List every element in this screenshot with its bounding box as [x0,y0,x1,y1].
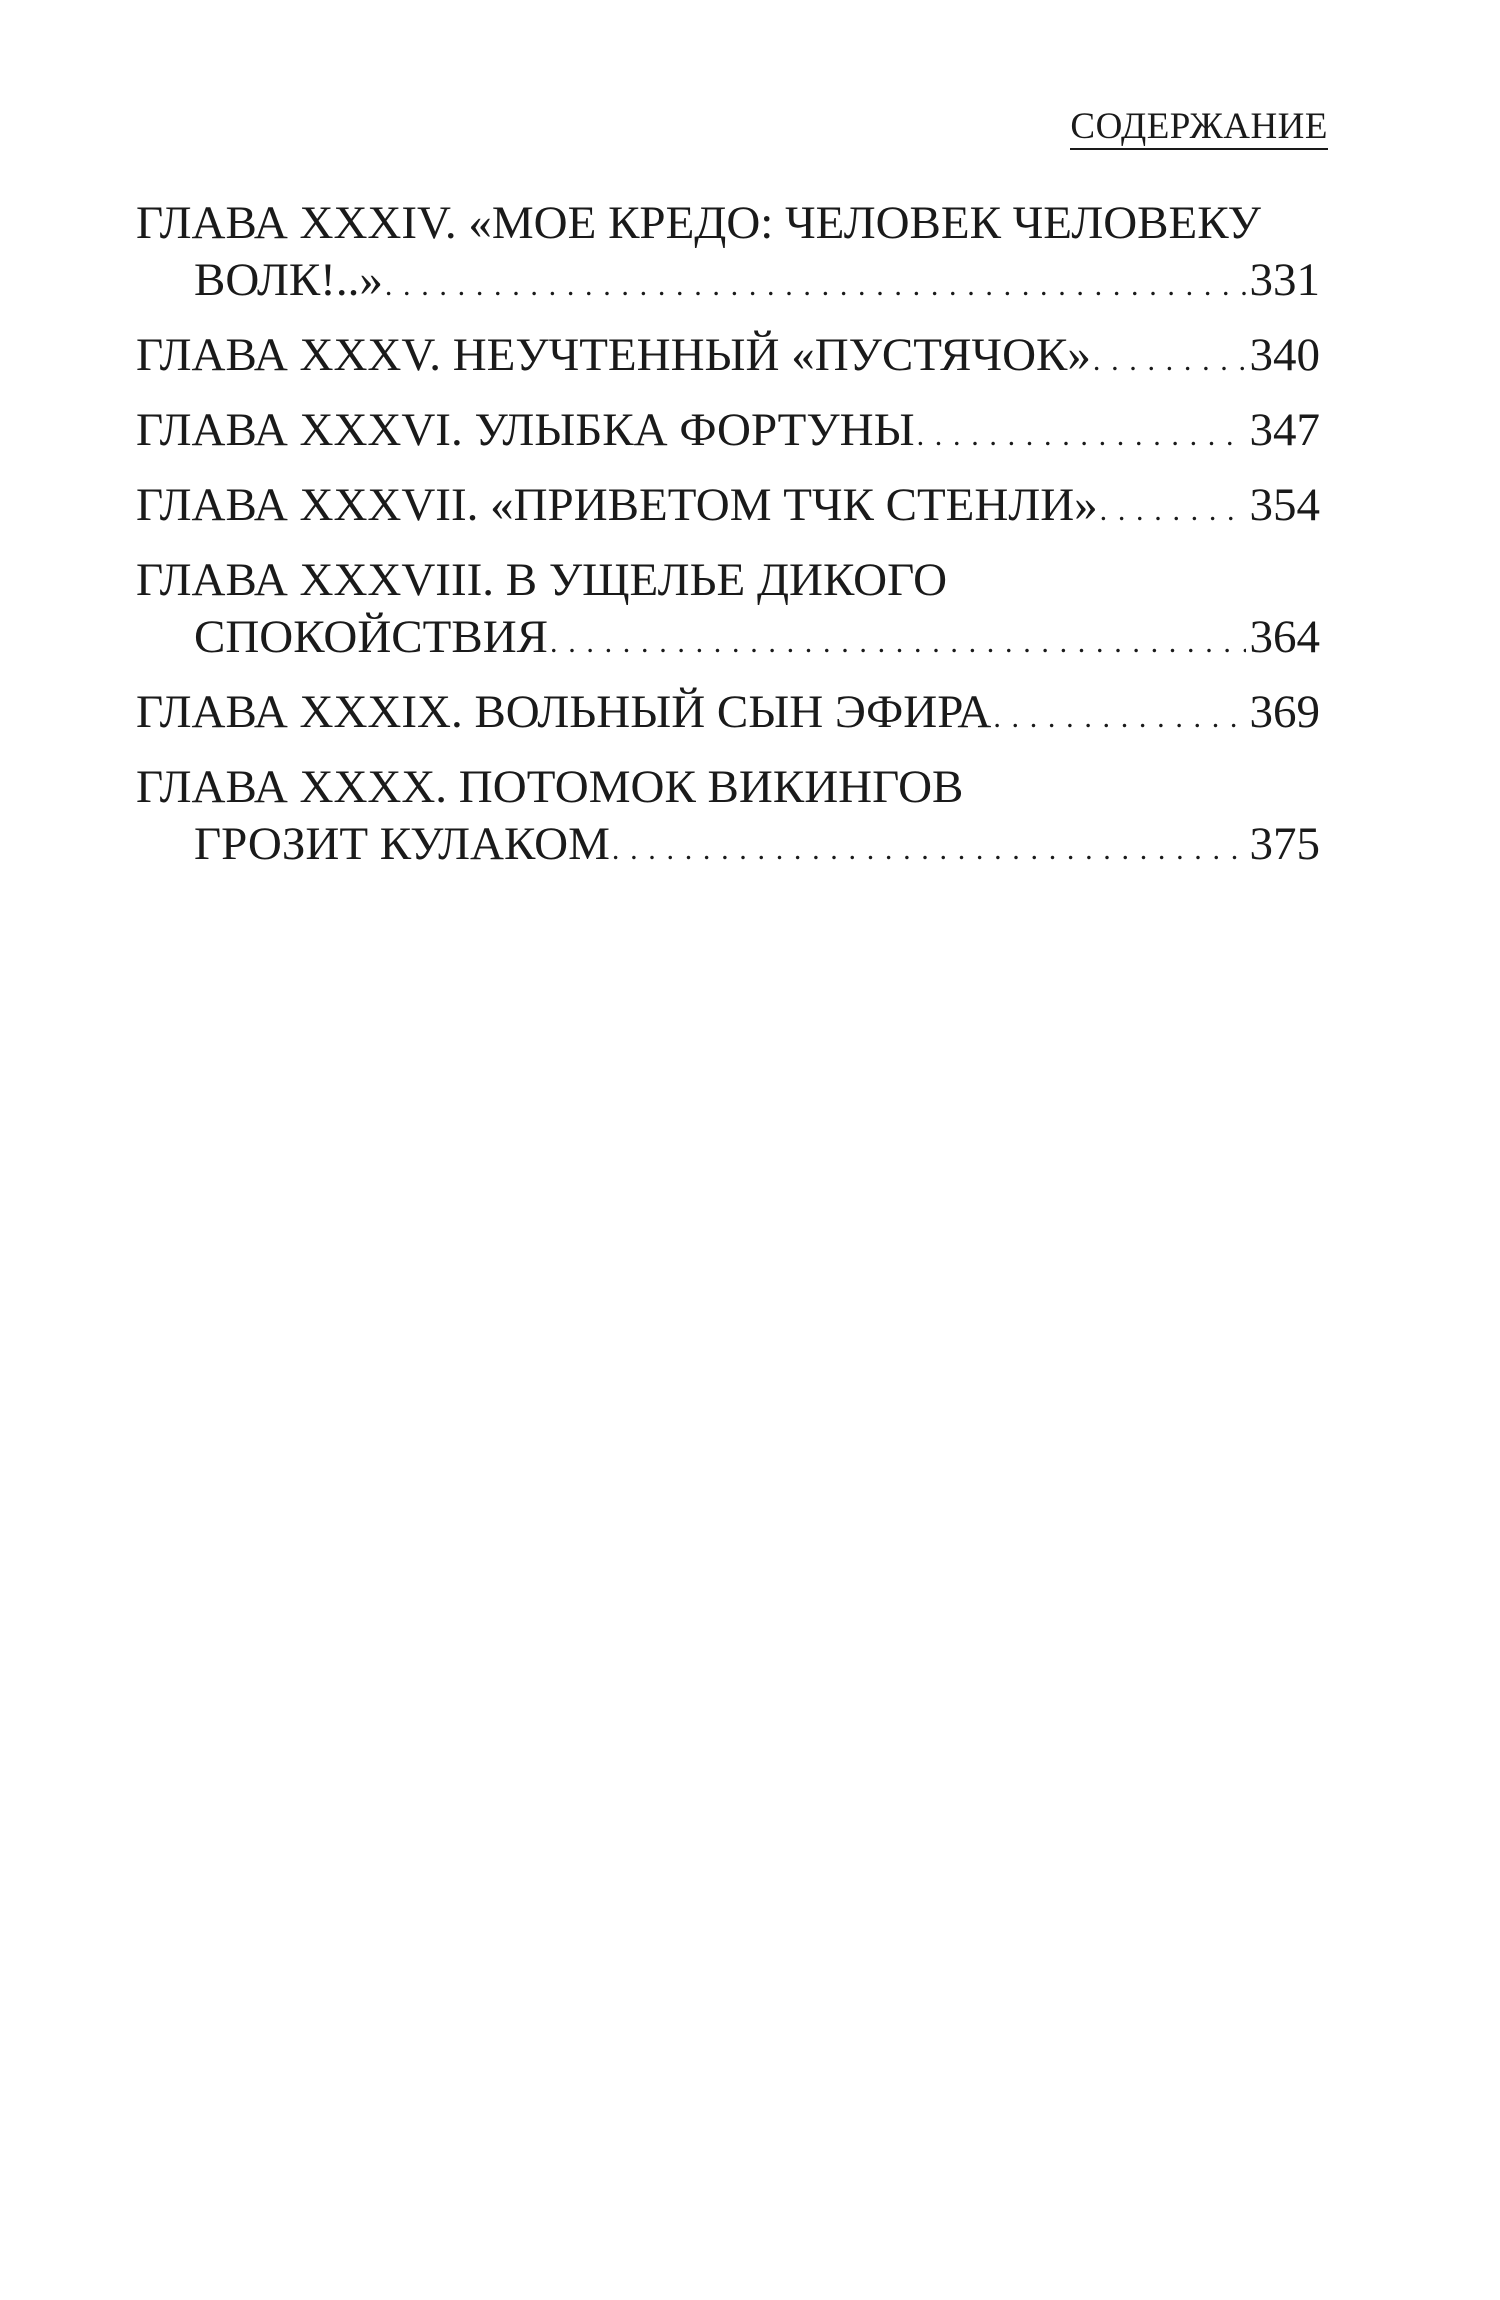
toc-entry-title: ГЛАВА XXXIV. «МОЕ КРЕДО: ЧЕЛОВЕК ЧЕЛОВЕКУ [136,197,1261,249]
toc-entry-title-continuation: ВОЛК!..» [194,254,383,306]
toc-entry-chapter-35[interactable] [136,327,1320,389]
toc-page-number: 340 [1249,329,1320,381]
dot-leader [612,821,1246,878]
toc-entry-title: ГЛАВА XXXIX. ВОЛЬНЫЙ СЫН ЭФИРА [136,686,992,738]
toc-entry-chapter-37[interactable] [136,477,1320,539]
toc-page-number: 375 [1249,818,1320,870]
dot-leader [550,614,1246,671]
toc-page-number: 354 [1249,479,1320,531]
dot-leader [993,689,1245,746]
toc-entry-title: ГЛАВА XXXVII. «ПРИВЕТОМ ТЧК СТЕНЛИ» [136,479,1098,531]
toc-entry-title-continuation: СПОКОЙСТВИЯ [194,611,548,663]
toc-entry-chapter-34[interactable] [136,195,1320,314]
dot-leader [917,407,1246,464]
toc-entry-chapter-36[interactable] [136,402,1320,464]
toc-entry-title: ГЛАВА XXXVI. УЛЫБКА ФОРТУНЫ [136,404,915,456]
toc-entry-title: ГЛАВА XXXV. НЕУЧТЕННЫЙ «ПУСТЯЧОК» [136,329,1091,381]
toc-entry-chapter-38[interactable] [136,552,1320,671]
dot-leader [385,257,1246,314]
table-of-contents [136,195,1320,891]
toc-entry-chapter-40[interactable] [136,759,1320,878]
toc-entry-title: ГЛАВА XXXX. ПОТОМОК ВИКИНГОВ [136,761,964,813]
toc-page-number: 347 [1249,404,1320,456]
running-head: СОДЕРЖАНИЕ [1070,108,1328,150]
toc-entry-title: ГЛАВА XXXVIII. В УЩЕЛЬЕ ДИКОГО [136,554,948,606]
toc-page-number: 364 [1249,611,1320,663]
dot-leader [1100,482,1246,539]
toc-page-number: 369 [1249,686,1320,738]
toc-entry-title-continuation: ГРОЗИТ КУЛАКОМ [194,818,610,870]
toc-entry-chapter-39[interactable] [136,684,1320,746]
dot-leader [1093,332,1246,389]
toc-page-number: 331 [1249,254,1320,306]
